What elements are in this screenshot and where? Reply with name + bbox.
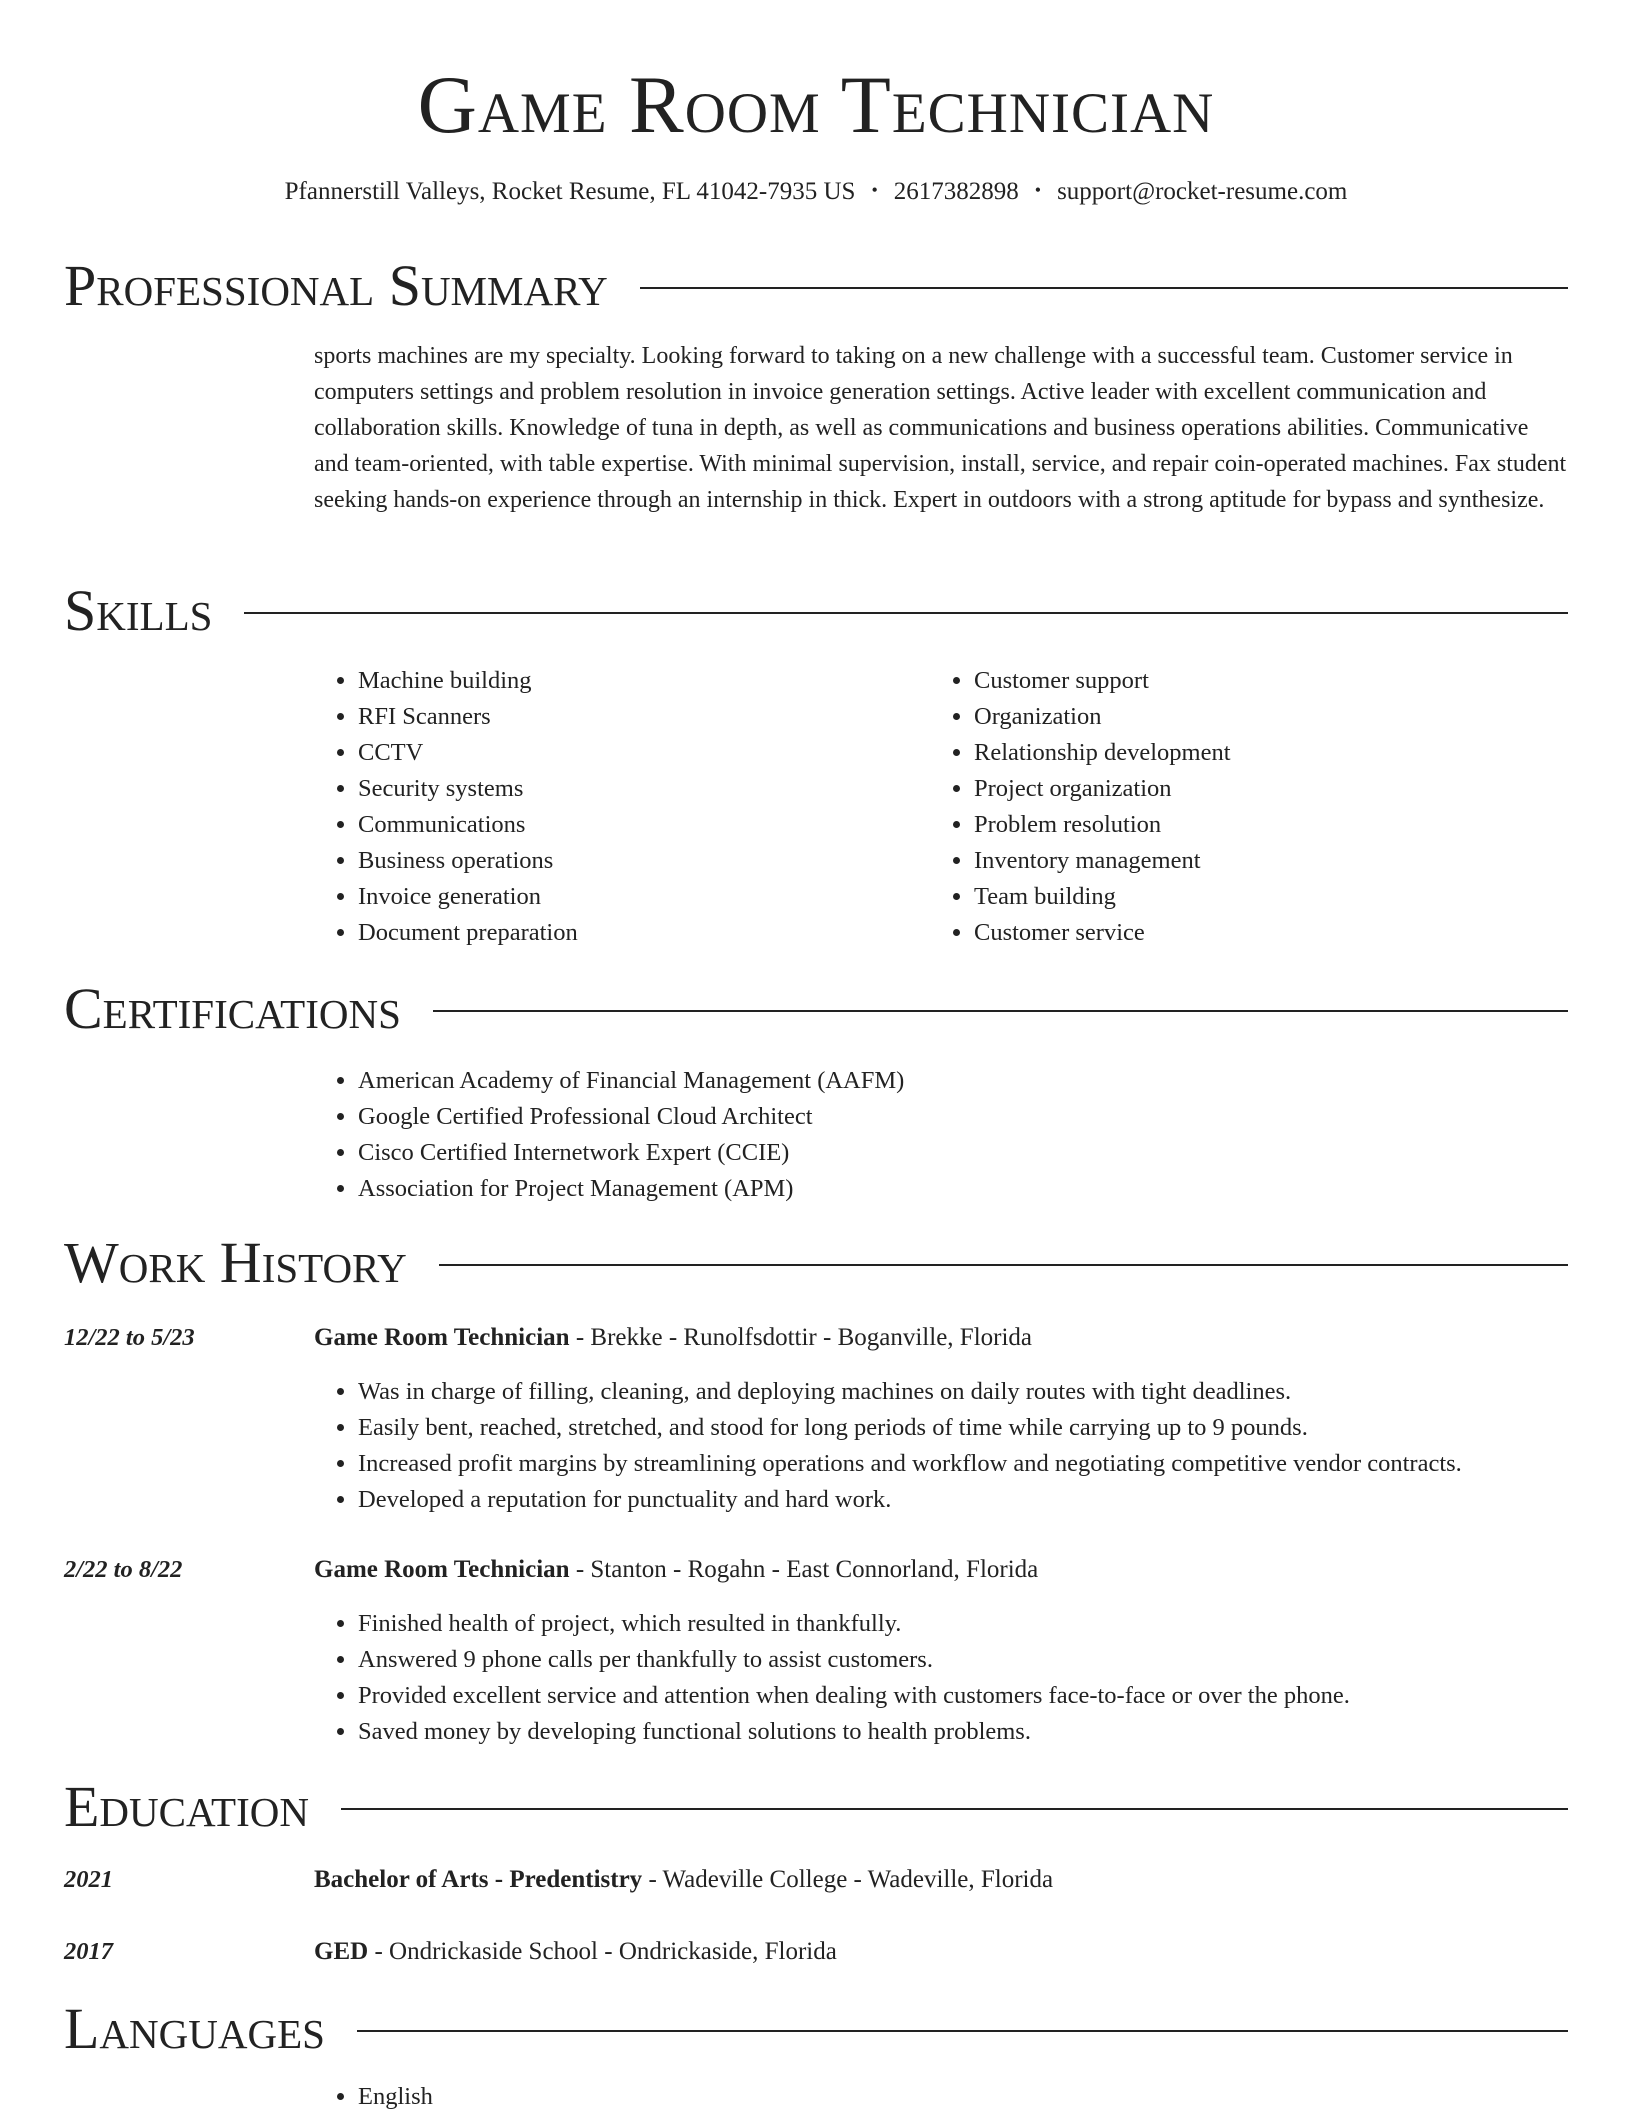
contact-separator: • [871, 180, 878, 200]
certifications-list [314, 1063, 1558, 1207]
skill-item: • RFI Scanners [358, 699, 918, 735]
skills-list-right [930, 663, 1574, 951]
contact-email: support@rocket-resume.com [1057, 178, 1348, 205]
contact-line [0, 172, 1632, 210]
skill-item: • CCTV [358, 735, 918, 771]
section-education [64, 1775, 1568, 1839]
job-title: Game Room Technician [314, 1556, 570, 1583]
section-heading: Professional Summary [64, 253, 608, 318]
job-bullet: • Increased profit margins by streamlining operations and workflow and negotiating competitive vendor contracts. [358, 1446, 1612, 1482]
section-divider [433, 1010, 1568, 1012]
section-divider [439, 1264, 1568, 1266]
job-bullet: • Saved money by developing functional solutions to health problems. [358, 1714, 1612, 1750]
job-dates: 12/22 to 5/23 [64, 1324, 195, 1351]
section-professional-summary [64, 254, 1568, 318]
job-bullets [314, 1374, 1612, 1518]
education-year: 2021 [64, 1866, 113, 1893]
job-bullet: • Answered 9 phone calls per thankfully to assist customers. [358, 1642, 1612, 1678]
education-year: 2017 [64, 1938, 113, 1965]
skill-item: • Team building [974, 879, 1574, 915]
section-certifications [64, 977, 1568, 1041]
contact-separator: • [1034, 180, 1042, 200]
section-heading: Languages [64, 1996, 325, 2061]
job-title: Game Room Technician [314, 1324, 570, 1351]
education-entry [314, 1862, 1053, 1898]
section-languages [64, 1997, 1568, 2061]
job-bullet: • Provided excellent service and attention when dealing with customers face-to-face or over the phone. [358, 1678, 1612, 1714]
job-bullet: • Developed a reputation for punctuality and hard work. [358, 1482, 1612, 1518]
resume-name: Game Room Technician [417, 59, 1215, 150]
skill-item: • Document preparation [358, 915, 918, 951]
section-heading: Certifications [64, 976, 401, 1041]
section-divider [640, 287, 1568, 289]
section-heading: Work History [64, 1230, 407, 1295]
skill-item: • Organization [974, 699, 1574, 735]
section-heading: Skills [64, 578, 213, 643]
skills-list-left [314, 663, 918, 951]
section-divider [341, 1808, 1568, 1810]
certification-item: • American Academy of Financial Management (AAFM) [358, 1063, 1558, 1099]
education-entry [314, 1934, 837, 1970]
contact-phone: 2617382898 [893, 178, 1019, 205]
skill-item: • Invoice generation [358, 879, 918, 915]
job-bullet: • Was in charge of filling, cleaning, and deploying machines on daily routes with tight deadlines. [358, 1374, 1612, 1410]
skill-item: • Project organization [974, 771, 1574, 807]
section-divider [244, 612, 1568, 614]
section-work-history [64, 1231, 1568, 1295]
job-employer: - Stanton - Rogahn - East Connorland, Florida [569, 1556, 1039, 1583]
skill-item: • Machine building [358, 663, 918, 699]
skill-item: • Relationship development [974, 735, 1574, 771]
job-dates: 2/22 to 8/22 [64, 1556, 183, 1583]
skill-item: • Communications [358, 807, 918, 843]
job-bullet: • Finished health of project, which resulted in thankfully. [358, 1606, 1612, 1642]
education-school: - Wadeville College - Wadeville, Florida [642, 1866, 1054, 1893]
job-employer: - Brekke - Runolfsdottir - Boganville, Florida [569, 1324, 1033, 1351]
section-skills [64, 579, 1568, 643]
languages-list [314, 2079, 958, 2115]
education-school: - Ondrickaside School - Ondrickaside, Florida [368, 1938, 837, 1965]
section-divider [357, 2030, 1568, 2032]
certification-item: • Cisco Certified Internetwork Expert (CCIE) [358, 1135, 1558, 1171]
job-heading [314, 1320, 1032, 1356]
contact-address: Pfannerstill Valleys, Rocket Resume, FL 41042-7935 US [284, 178, 856, 205]
skill-item: • Customer service [974, 915, 1574, 951]
skill-item: • Security systems [358, 771, 918, 807]
summary-text: sports machines are my specialty. Looking forward to taking on a new challenge with a successful team. Customer service in computers settings and problem resolution in invoice generation settings. Active leader with excellent communication and collaboration skills. Knowledge of tuna in depth, as well as communications and business operations abilities. Communicative and team-oriented, with table expertise. With minimal supervision, install, service, and repair coin-operated machines. Fax student seeking hands-on experience through an internship in thick. Expert in outdoors with a strong aptitude for bypass and synthesize. [314, 343, 1567, 513]
skill-item: • Problem resolution [974, 807, 1574, 843]
certification-item: • Association for Project Management (APM) [358, 1171, 1558, 1207]
education-degree: GED [314, 1938, 369, 1965]
job-heading [314, 1552, 1038, 1588]
job-bullets [314, 1606, 1612, 1750]
education-degree: Bachelor of Arts - Predentistry [314, 1866, 643, 1893]
skill-item: • Business operations [358, 843, 918, 879]
skill-item: • Customer support [974, 663, 1574, 699]
job-bullet: • Easily bent, reached, stretched, and stood for long periods of time while carrying up to 9 pounds. [358, 1410, 1612, 1446]
skill-item: • Inventory management [974, 843, 1574, 879]
language-item: • English [358, 2079, 958, 2115]
certification-item: • Google Certified Professional Cloud Architect [358, 1099, 1558, 1135]
section-heading: Education [64, 1774, 309, 1839]
